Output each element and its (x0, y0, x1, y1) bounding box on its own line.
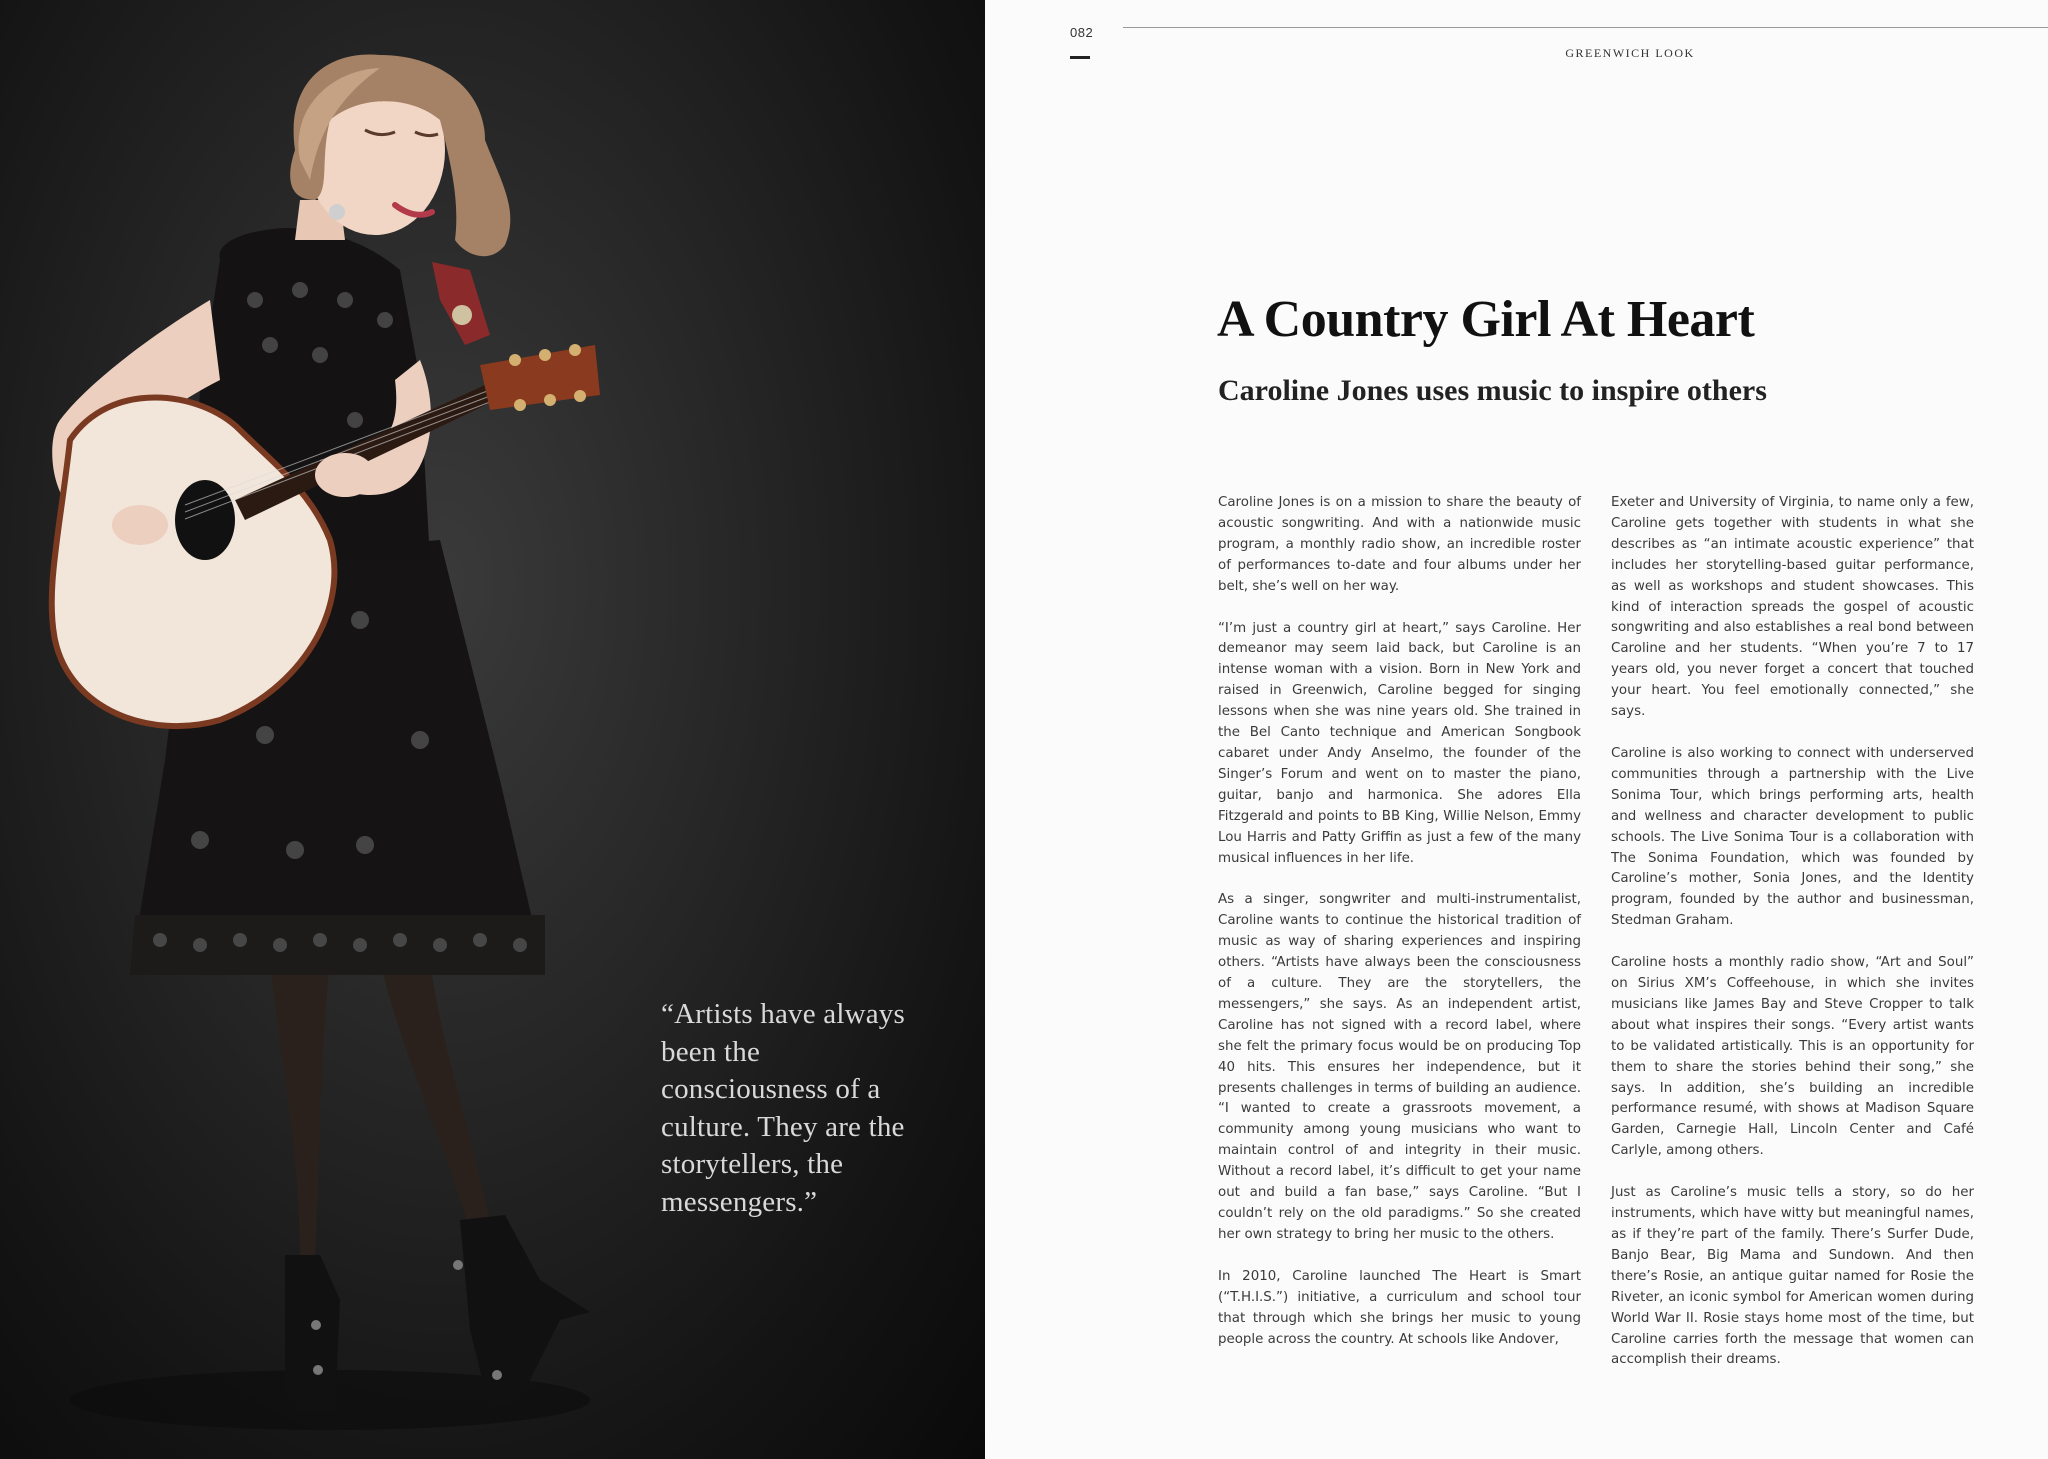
body-paragraph: As a singer, songwriter and multi-instrumentalist, Caroline wants to continue the historical tradition of music as way of sharing experiences and inspiring others. “Artists have always been the consciousness of a culture. They are the storytellers, the messengers,” she says. As an independent artist, Caroline has not signed with a record label, where she felt the primary focus would be on producing Top 40 hits. This ensures her independence, but it presents challenges in terms of building an audience. “I wanted to create a grassroots movement, a community among young musicians who want to maintain control of and integrity in their music. Without a record label, it’s difficult to get your name out and build a fan base,” says Caroline. “But I couldn’t rely on the old paradigms.” So she created her own strategy to bring her music to the others. (1218, 892, 1581, 1242)
body-paragraph: In 2010, Caroline launched The Heart is Smart (“T.H.I.S.”) initiative, a curriculum and school tour that through which she brings her music to young people across the country. At schools like Andover, (1218, 1268, 1581, 1347)
article-page (985, 0, 2048, 1459)
section-name: GREENWICH LOOK (1565, 46, 1695, 60)
pull-quote: “Artists have always been the consciousness of a culture. They are the storytellers, the messengers.” (661, 998, 905, 1218)
body-paragraph: Caroline is also working to connect with underserved communities through a partnership with the Live Sonima Tour, which brings performing arts, health and wellness and character development to public schools. The Live Sonima Tour is a collaboration with The Sonima Foundation, which was founded by Caroline’s mother, Sonia Jones, and the Identity program, founded by the author and businessman, Stedman Graham. (1611, 745, 1974, 929)
body-paragraph: Caroline hosts a monthly radio show, “Art and Soul” on Sirius XM’s Coffeehouse, in which she invites musicians like James Bay and Steve Cropper to talk about what inspires their songs. “Every artist wants to be validated artistically. This is an opportunity for them to share the stories behind their song,” she says. In addition, she’s building an incredible performance resumé, with shows at Madison Square Garden, Carnegie Hall, Lincoln Center and Café Carlyle, among others. (1611, 955, 1974, 1159)
body-paragraph: Just as Caroline’s music tells a story, so do her instruments, which have witty but meaningful names, as if they’re part of the family. There’s Surfer Dude, Banjo Bear, Big Mama and Sundown. And then there’s Rosie, an antique guitar named for Rosie the Riveter, an iconic symbol for American women during World War II. Rosie stays home most of the time, but Caroline carries forth the message that women can accomplish their dreams. (1611, 1185, 1974, 1368)
article-column-2 (1611, 493, 1974, 1392)
body-paragraph: Exeter and University of Virginia, to name only a few, Caroline gets together with students in what she describes as “an intimate acoustic experience” that includes her storytelling-based guitar performance, as well as workshops and student showcases. This kind of interaction spreads the gospel of acoustic songwriting and also establishes a real bond between Caroline and her students. “When you’re 7 to 17 years old, you never forget a concert that touched your heart. You feel emotionally connected,” she says. (1611, 495, 1974, 720)
article-headline: A Country Girl At Heart (1217, 291, 1755, 348)
photo-page (0, 0, 985, 1459)
body-paragraph: Caroline Jones is on a mission to share the beauty of acoustic songwriting. And with a nationwide music program, a monthly radio show, an incredible roster of performances to-date and four albums under her belt, she’s well on her way. (1218, 495, 1581, 594)
article-column-1 (1218, 493, 1581, 1371)
header-rule (1123, 27, 2048, 28)
article-subheadline: Caroline Jones uses music to inspire others (1218, 374, 1767, 407)
page-number: 082 (1070, 25, 1094, 40)
portrait-photo (0, 0, 985, 1459)
body-paragraph: “I’m just a country girl at heart,” says Caroline. Her demeanor may seem laid back, but Caroline is an intense woman with a vision. Born in New York and raised in Greenwich, Caroline begged for singing lessons when she was nine years old. She trained in the Bel Canto technique and American Songbook cabaret under Andy Anselmo, the founder of the Singer’s Forum and went on to master the piano, guitar, banjo and harmonica. She adores Ella Fitzgerald and points to BB King, Willie Nelson, Emmy Lou Harris and Patty Griffin as just a few of the many musical influences in her life. (1218, 620, 1581, 866)
page-number-rule (1070, 56, 1090, 59)
